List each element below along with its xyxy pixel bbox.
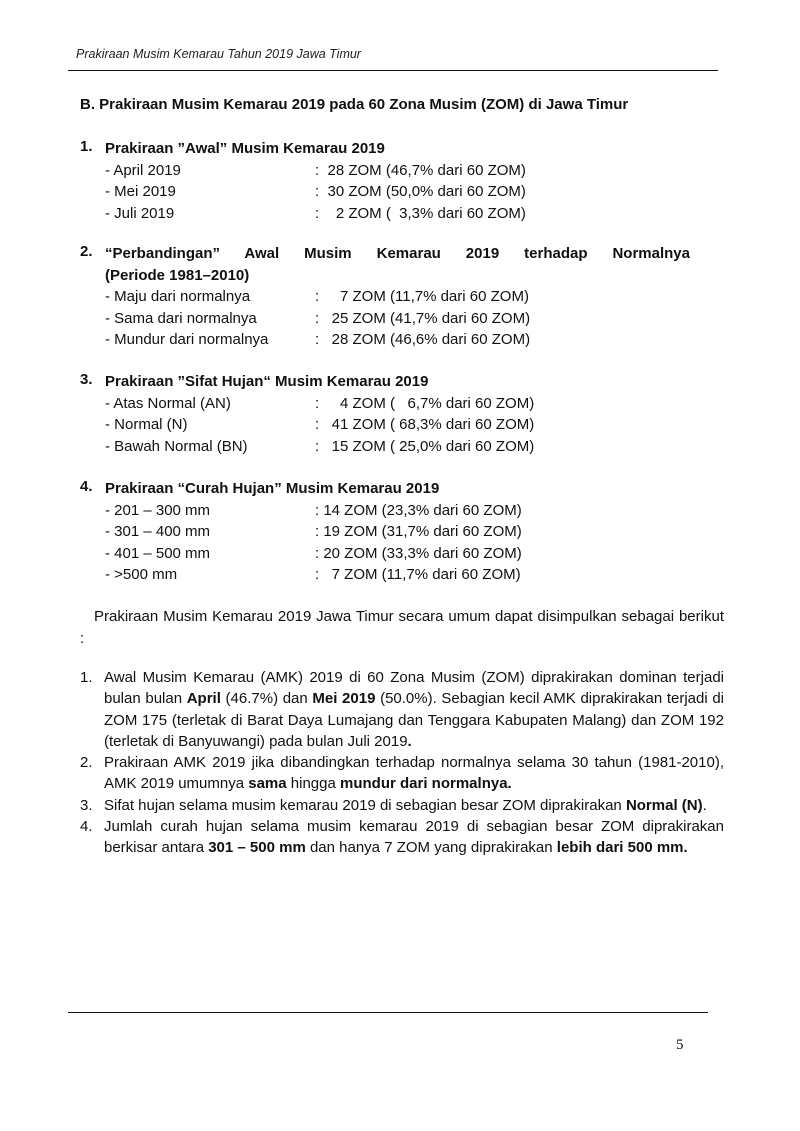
- block-heading-period: (Periode 1981–2010): [105, 266, 250, 284]
- forecast-block-curah-hujan: [80, 478, 690, 586]
- item-value: : 4 ZOM ( 6,7% dari 60 ZOM): [315, 394, 535, 412]
- conclusion-item: [80, 752, 724, 795]
- conclusion-item: [80, 795, 724, 816]
- item-label: - Mundur dari normalnya: [105, 331, 269, 348]
- item-label: - Atas Normal (AN): [105, 394, 231, 412]
- forecast-block-perbandingan: [80, 243, 690, 351]
- text-run: Prakiraan AMK 2019 jika dibandingkan terhadap normalnya selama 30 tahun (1981-2010), AMK 2019 umumnya: [104, 754, 724, 793]
- summary-intro: Prakiraan Musim Kemarau 2019 Jawa Timur secara umum dapat disimpulkan sebagai berikut :: [80, 608, 724, 647]
- bold-text: 301 – 500 mm: [208, 839, 306, 857]
- conclusion-item: [80, 667, 724, 752]
- page-header: Prakiraan Musim Kemarau Tahun 2019 Jawa Timur: [76, 47, 361, 61]
- conclusion-number: 3.: [80, 796, 93, 814]
- text-run: .: [702, 796, 707, 814]
- item-value: : 20 ZOM (33,3% dari 60 ZOM): [315, 544, 522, 562]
- item-value: : 2 ZOM ( 3,3% dari 60 ZOM): [315, 204, 526, 222]
- block-heading: Prakiraan “Curah Hujan” Musim Kemarau 2019: [105, 480, 440, 497]
- conclusion-number: 4.: [80, 818, 93, 836]
- forecast-block-sifat-hujan: [80, 371, 690, 457]
- section-title: B. Prakiraan Musim Kemarau 2019 pada 60 Zona Musim (ZOM) di Jawa Timur: [80, 96, 629, 113]
- item-value: : 7 ZOM (11,7% dari 60 ZOM): [315, 566, 521, 583]
- conclusion-text: [104, 754, 724, 792]
- conclusion-text: [104, 797, 707, 814]
- conclusion-text: [104, 669, 724, 750]
- item-value: : 15 ZOM ( 25,0% dari 60 ZOM): [315, 437, 535, 455]
- footer-rule: [68, 1012, 708, 1013]
- list-item: [105, 543, 690, 565]
- item-label: - Maju dari normalnya: [105, 288, 251, 305]
- item-label: - Bawah Normal (BN): [105, 437, 248, 455]
- list-item: [105, 286, 690, 308]
- conclusion-text: [104, 818, 724, 856]
- list-item: [105, 203, 690, 225]
- bold-text: April: [186, 690, 221, 708]
- item-value: : 19 ZOM (31,7% dari 60 ZOM): [315, 523, 522, 540]
- block-number: 4.: [80, 478, 93, 495]
- list-item: [105, 160, 690, 182]
- conclusion-item: [80, 816, 724, 859]
- item-label: - April 2019: [105, 161, 181, 179]
- item-value: : 14 ZOM (23,3% dari 60 ZOM): [315, 501, 522, 519]
- list-item: [105, 414, 690, 436]
- bold-text: Mei 2019: [312, 690, 376, 708]
- bold-text: .: [407, 732, 412, 750]
- item-label: - Mei 2019: [105, 183, 176, 200]
- block-number: 3.: [80, 371, 93, 388]
- page-number: 5: [676, 1037, 684, 1053]
- item-label: - 401 – 500 mm: [105, 544, 211, 562]
- list-item: [105, 500, 690, 522]
- conclusion-number: 1.: [80, 669, 93, 686]
- text-run: (50.0%). Sebagian kecil AMK diprakirakan terjadi di ZOM 175 (terletak di Barat Daya Lumajang dan Tenggara Kabupaten Malang) dan ZOM 192 (terletak di Banyuwangi) pada bulan Juli 2019: [104, 690, 724, 750]
- list-item: [105, 329, 690, 351]
- item-value: : 25 ZOM (41,7% dari 60 ZOM): [315, 309, 531, 327]
- item-label: - Normal (N): [105, 416, 188, 433]
- item-value: : 30 ZOM (50,0% dari 60 ZOM): [315, 183, 526, 200]
- list-item: [105, 564, 690, 586]
- block-number: 2.: [80, 243, 93, 260]
- block-heading: Prakiraan ”Sifat Hujan“ Musim Kemarau 2019: [105, 373, 429, 390]
- list-item: [105, 521, 690, 543]
- forecast-block-awal: [80, 138, 690, 224]
- item-label: - 201 – 300 mm: [105, 501, 211, 519]
- list-item: [105, 181, 690, 203]
- item-label: - >500 mm: [105, 566, 178, 583]
- bold-text: lebih dari 500 mm.: [556, 839, 688, 857]
- text-run: Sifat hujan selama musim kemarau 2019 di sebagian besar ZOM diprakirakan: [104, 796, 626, 814]
- block-heading: “Perbandingan” Awal Musim Kemarau 2019 terhadap Normalnya: [105, 245, 690, 262]
- bold-text: sama: [248, 775, 287, 793]
- item-value: : 41 ZOM ( 68,3% dari 60 ZOM): [315, 416, 535, 433]
- list-item: [105, 436, 690, 458]
- block-heading: Prakiraan ”Awal” Musim Kemarau 2019: [105, 140, 385, 157]
- list-item: [105, 393, 690, 415]
- list-item: [105, 308, 690, 330]
- item-value: : 28 ZOM (46,6% dari 60 ZOM): [315, 331, 531, 348]
- item-value: : 7 ZOM (11,7% dari 60 ZOM): [315, 288, 529, 305]
- item-value: : 28 ZOM (46,7% dari 60 ZOM): [315, 161, 526, 179]
- text-run: Jumlah curah hujan selama musim kemarau 2019 di sebagian besar ZOM diprakirakan berkisar antara: [104, 818, 724, 857]
- conclusion-list: [80, 667, 724, 859]
- bold-text: Normal (N): [625, 796, 703, 814]
- conclusion-number: 2.: [80, 754, 93, 772]
- item-label: - Sama dari normalnya: [105, 309, 257, 327]
- bold-text: mundur dari normalnya.: [340, 775, 512, 793]
- item-label: - Juli 2019: [105, 204, 175, 222]
- header-rule: [68, 70, 718, 71]
- text-run: hingga: [286, 775, 341, 793]
- block-number: 1.: [80, 138, 93, 155]
- text-run: dan hanya 7 ZOM yang diprakirakan: [305, 839, 557, 857]
- item-label: - 301 – 400 mm: [105, 523, 211, 540]
- text-run: (46.7%) dan: [220, 690, 313, 708]
- text-run: Awal Musim Kemarau (AMK) 2019 di 60 Zona Musim (ZOM) diprakirakan dominan terjadi bulan bulan: [104, 669, 724, 708]
